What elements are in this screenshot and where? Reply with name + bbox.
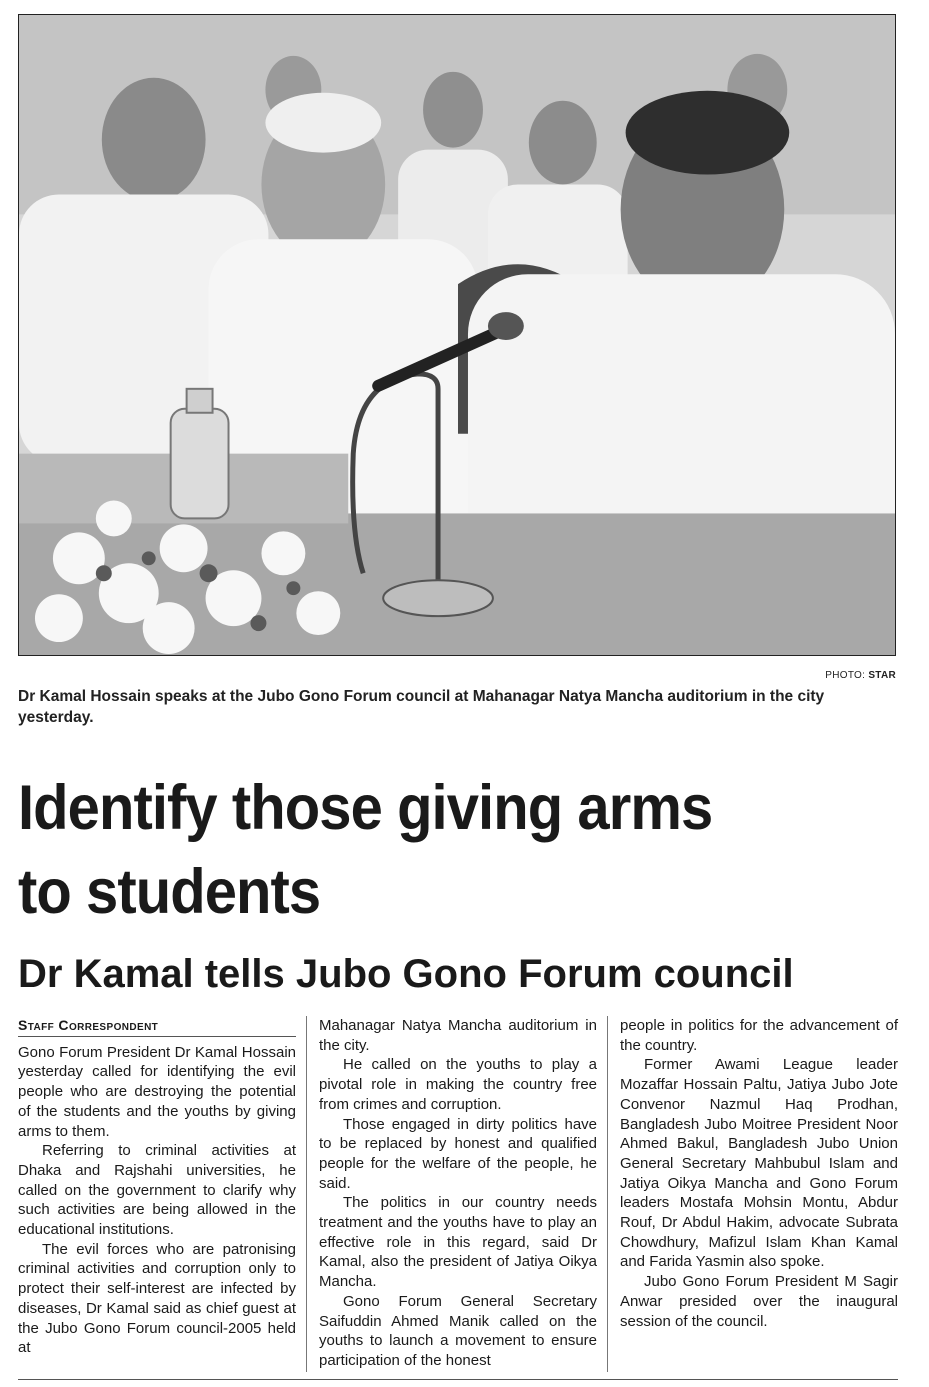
bottom-divider — [18, 1379, 898, 1380]
byline-divider — [18, 1036, 296, 1037]
photo-credit — [825, 670, 896, 681]
article-column-3 — [620, 1016, 898, 1331]
photo-illustration — [19, 15, 895, 655]
paragraph: Jubo Gono Forum President M Sagir Anwar presided over the inaugural session of the council. — [620, 1273, 898, 1330]
photo-credit-source: STAR — [868, 670, 896, 681]
paragraph: Gono Forum General Secretary Saifuddin Ahmed Manik called on the youths to launch a movement to ensure participation of the honest — [319, 1292, 597, 1369]
article-column-1 — [18, 1016, 296, 1358]
headline-line-2: to students — [18, 857, 321, 927]
paragraph: Those engaged in dirty politics have to be replaced by honest and qualified people for the welfare of the people, he said. — [319, 1115, 597, 1192]
paragraph: Former Awami League leader Mozaffar Hossain Paltu, Jatiya Jubo Jote Convenor Nazmul Haq Prodhan, Bangladesh Jubo Moitree President Noor Ahmed Bakul, Bangladesh Jubo Union General Secretary Mahbubul Islam and Jatiya Oikya Mancha and Gono Forum leaders Mostafa Mohsin Montu, Abdur Rouf, Dr Abdul Hakim, advocate Subrata Chowdhury, Mafizul Islam Khan Kamal and Farida Yasmin also spoke. — [620, 1056, 898, 1271]
paragraph: The evil forces who are patronising criminal activities and corruption only to protect their self-interest are infected by diseases, Dr Kamal said as chief guest at the Jubo Gono Forum council-2005 held at — [18, 1240, 296, 1357]
paragraph: Gono Forum President Dr Kamal Hossain yesterday called for identifying the evil people who are destroying the potential of the students and the youths by giving arms to them. — [18, 1043, 296, 1140]
paragraph: Mahanagar Natya Mancha auditorium in the city. — [319, 1017, 597, 1054]
headline-line-1: Identify those giving arms — [18, 773, 713, 843]
subheadline: Dr Kamal tells Jubo Gono Forum council — [18, 952, 794, 996]
paragraph: He called on the youths to play a pivotal role in making the country free from crimes and corruption. — [319, 1056, 597, 1113]
paragraph: people in politics for the advancement of the country. — [620, 1017, 898, 1054]
paragraph: Referring to criminal activities at Dhaka and Rajshahi universities, he called on the government to clarify why such activities are being allowed in the educational institutions. — [18, 1142, 296, 1239]
news-photo — [18, 14, 896, 656]
paragraph: The politics in our country needs treatment and the youths have to play an effective role in this regard, said Dr Kamal, also the president of Jatiya Oikya Mancha. — [319, 1194, 597, 1291]
headline — [18, 766, 837, 934]
photo-credit-prefix: PHOTO: — [825, 670, 866, 681]
column-divider — [306, 1016, 307, 1372]
article-column-2 — [319, 1016, 597, 1371]
column-divider — [607, 1016, 608, 1372]
photo-caption: Dr Kamal Hossain speaks at the Jubo Gono Forum council at Mahanagar Natya Mancha auditorium in the city yesterday. — [18, 688, 825, 726]
byline: Staff Correspondent — [18, 1017, 159, 1033]
